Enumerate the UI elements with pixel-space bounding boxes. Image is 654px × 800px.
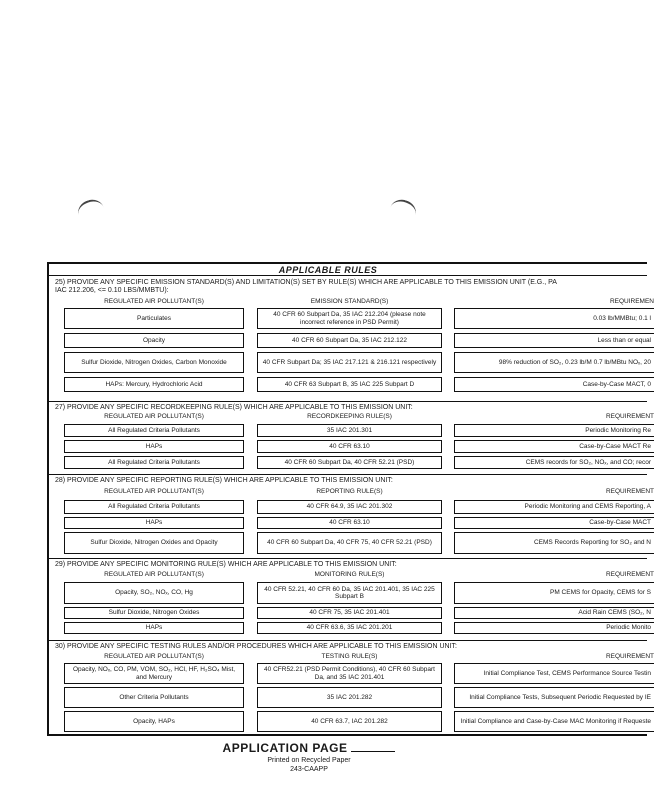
pollutant-cell[interactable]: Sulfur Dioxide, Nitrogen Oxides, Carbon Monoxide [64, 352, 244, 373]
section-25-emission-standards [49, 277, 654, 401]
section-29-monitoring [49, 558, 654, 641]
pollutant-cell[interactable]: Opacity [64, 333, 244, 348]
requirement-cell[interactable]: Acid Rain CEMS (SO₂, N [454, 607, 654, 619]
form-title: APPLICABLE RULES [49, 264, 647, 276]
requirement-cell[interactable]: Case-by-Case MACT Re [454, 440, 654, 453]
pollutant-cell[interactable]: Sulfur Dioxide, Nitrogen Oxides [64, 607, 244, 619]
requirement-cell[interactable]: Case-by-Case MACT [454, 517, 654, 529]
section-title: 25) PROVIDE ANY SPECIFIC EMISSION STANDARD(S) AND LIMITATION(S) SET BY RULE(S) WHICH ARE APPLICABLE TO THIS EMISSION UNIT (E.G., PA [55, 279, 557, 286]
pollutant-cell[interactable]: All Regulated Criteria Pollutants [64, 500, 244, 514]
pollutant-cell[interactable]: HAPs [64, 517, 244, 529]
requirement-cell[interactable]: Less than or equal [454, 333, 654, 348]
rule-cell[interactable]: 40 CFR 60 Subpart Da, 35 IAC 212.204 (please note incorrect reference in PSD Permit) [257, 308, 442, 329]
rule-cell[interactable]: 35 IAC 201.301 [257, 424, 442, 437]
rule-cell[interactable]: 40 CFR 63.10 [257, 517, 442, 529]
col-header-pollutant: REGULATED AIR POLLUTANT(S) [104, 488, 204, 495]
section-title: 27) PROVIDE ANY SPECIFIC RECORDKEEPING RULE(S) WHICH ARE APPLICABLE TO THIS EMISSION UNIT: [55, 404, 413, 411]
section-title: 30) PROVIDE ANY SPECIFIC TESTING RULES AND/OR PROCEDURES WHICH ARE APPLICABLE TO THIS EMISSION UNIT: [55, 643, 457, 650]
rule-cell[interactable]: 40 CFR Subpart Da; 35 IAC 217.121 & 216.121 respectively [257, 352, 442, 373]
rule-cell[interactable]: 40 CFR 63.6, 35 IAC 201.201 [257, 622, 442, 634]
col-header-rule: MONITORING RULE(S) [314, 571, 385, 578]
requirement-cell[interactable]: CEMS Records Reporting for SO₂ and N [454, 532, 654, 554]
pollutant-cell[interactable]: HAPs [64, 622, 244, 634]
page-number-blank[interactable] [351, 751, 395, 752]
rule-cell[interactable]: 40 CFR52.21 (PSD Permit Conditions), 40 CFR 60 Subpart Da, and 35 IAC 201.401 [257, 663, 442, 684]
rule-cell[interactable]: 40 CFR 75, 35 IAC 201.401 [257, 607, 442, 619]
pollutant-cell[interactable]: Opacity, SO₂, NOₓ, CO, Hg [64, 582, 244, 604]
rule-cell[interactable]: 35 IAC 201.282 [257, 687, 442, 708]
binder-hole-right [387, 197, 419, 226]
col-header-rule: EMISSION STANDARD(S) [310, 298, 389, 305]
rule-cell[interactable]: 40 CFR 60 Subpart Da, 40 CFR 52.21 (PSD) [257, 456, 442, 469]
pollutant-cell[interactable]: HAPs: Mercury, Hydrochloric Acid [64, 377, 244, 392]
section-30-testing [49, 640, 654, 737]
requirement-cell[interactable]: CEMS records for SO₂, NOₓ, and CO; recor [454, 456, 654, 469]
binder-hole-left [75, 197, 107, 226]
col-header-requirement: REQUIREMEN [609, 298, 654, 305]
pollutant-cell[interactable]: Particulates [64, 308, 244, 329]
col-header-requirement: REQUIREMENT [605, 571, 654, 578]
application-page-text: APPLICATION PAGE [222, 741, 348, 755]
col-header-pollutant: REGULATED AIR POLLUTANT(S) [104, 413, 204, 420]
col-header-pollutant: REGULATED AIR POLLUTANT(S) [104, 298, 204, 305]
applicable-rules-form [47, 262, 654, 736]
pollutant-cell[interactable]: All Regulated Criteria Pollutants [64, 456, 244, 469]
requirement-cell[interactable]: Initial Compliance Tests, Subsequent Periodic Requested by IE [454, 687, 654, 708]
application-page-label [0, 741, 618, 755]
form-number: 243-CAAPP [290, 766, 328, 773]
pollutant-cell[interactable]: Opacity, HAPs [64, 711, 244, 732]
section-title: 28) PROVIDE ANY SPECIFIC REPORTING RULE(S) WHICH ARE APPLICABLE TO THIS EMISSION UNIT: [55, 477, 393, 484]
requirement-cell[interactable]: Initial Compliance Test, CEMS Performance Source Testin [454, 663, 654, 684]
requirement-cell[interactable]: Initial Compliance and Case-by-Case MAC Monitoring if Requeste [454, 711, 654, 732]
section-title-cont: IAC 212.206, <= 0.10 LBS/MMBTU): [55, 287, 169, 294]
pollutant-cell[interactable]: HAPs [64, 440, 244, 453]
requirement-cell[interactable]: Periodic Monitoring and CEMS Reporting, A [454, 500, 654, 514]
rule-cell[interactable]: 40 CFR 60 Subpart Da, 40 CFR 75, 40 CFR 52.21 (PSD) [257, 532, 442, 554]
requirement-cell[interactable]: 0.03 lb/MMBtu; 0.1 l [454, 308, 654, 329]
col-header-requirement: REQUIREMENT [605, 653, 654, 660]
col-header-requirement: REQUIREMENT [605, 413, 654, 420]
col-header-rule: REPORTING RULE(S) [316, 488, 383, 495]
section-27-recordkeeping [49, 401, 654, 475]
col-header-rule: TESTING RULE(S) [321, 653, 378, 660]
rule-cell[interactable]: 40 CFR 64.9, 35 IAC 201.302 [257, 500, 442, 514]
requirement-cell[interactable]: Case-by-Case MACT, 0 [454, 377, 654, 392]
col-header-pollutant: REGULATED AIR POLLUTANT(S) [104, 653, 204, 660]
requirement-cell[interactable]: Periodic Monitoring Re [454, 424, 654, 437]
pollutant-cell[interactable]: All Regulated Criteria Pollutants [64, 424, 244, 437]
pollutant-cell[interactable]: Sulfur Dioxide, Nitrogen Oxides and Opacity [64, 532, 244, 554]
col-header-pollutant: REGULATED AIR POLLUTANT(S) [104, 571, 204, 578]
rule-cell[interactable]: 40 CFR 63 Subpart B, 35 IAC 225 Subpart D [257, 377, 442, 392]
requirement-cell[interactable]: 98% reduction of SO₂, 0.23 lb/M 0.7 lb/MBtu NOₓ, 20 [454, 352, 654, 373]
pollutant-cell[interactable]: Opacity, NOₓ, CO, PM, VOM, SO₂, HCl, HF, H₂SO₄ Mist, and Mercury [64, 663, 244, 684]
printed-on-recycled-paper: Printed on Recycled Paper [267, 757, 351, 764]
section-28-reporting [49, 474, 654, 559]
requirement-cell[interactable]: PM CEMS for Opacity, CEMS for S [454, 582, 654, 604]
rule-cell[interactable]: 40 CFR 60 Subpart Da, 35 IAC 212.122 [257, 333, 442, 348]
pollutant-cell[interactable]: Other Criteria Pollutants [64, 687, 244, 708]
rule-cell[interactable]: 40 CFR 63.7, IAC 201.282 [257, 711, 442, 732]
rule-cell[interactable]: 40 CFR 63.10 [257, 440, 442, 453]
section-title: 29) PROVIDE ANY SPECIFIC MONITORING RULE(S) WHICH ARE APPLICABLE TO THIS EMISSION UNIT: [55, 561, 397, 568]
rule-cell[interactable]: 40 CFR 52.21, 40 CFR 60 Da, 35 IAC 201.401, 35 IAC 225 Subpart B [257, 582, 442, 604]
col-header-rule: RECORDKEEPING RULE(S) [307, 413, 392, 420]
col-header-requirement: REQUIREMENT [605, 488, 654, 495]
requirement-cell[interactable]: Periodic Monito [454, 622, 654, 634]
